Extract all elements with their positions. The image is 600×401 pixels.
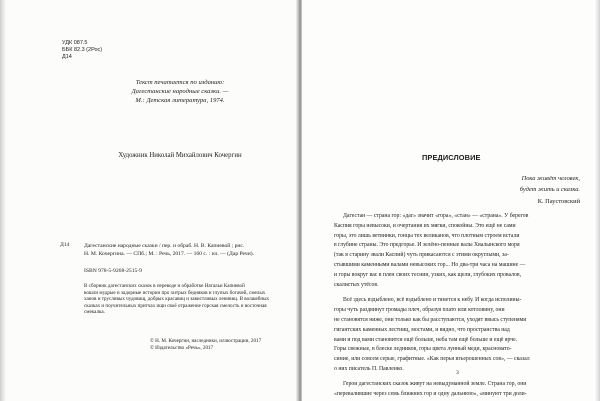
annotation-line: вошли мудрые и задорные истории про хитрых бедняков и глупых богачей, смелых xyxy=(84,289,266,296)
annotation-line: В сборник дагестанских сказок в переводе и обработке Натальи Капиевой xyxy=(84,283,245,289)
illustrator-credit: Художник Николай Михайлович Кочергин xyxy=(118,152,242,159)
left-page-edge xyxy=(0,0,6,401)
annotation-line: ханов и трусливых чудовищ, добрых красавиц и завистливых ленивиц. В волшебных xyxy=(84,296,270,303)
page-number: 3 xyxy=(456,370,459,376)
right-page xyxy=(302,0,600,401)
catalog-code: Д14 xyxy=(60,242,70,248)
copyright-line: © Н. М. Кочергин, наследники, иллюстрации, 2017 xyxy=(150,338,262,344)
catalog-record xyxy=(84,242,290,259)
catalog-line: Дагестанские народные сказки / пер. и обраб. Н. В. Капиевой ; рис. xyxy=(84,243,245,249)
body-line: гигантских каменных лестниц, мостами, и видно, что пространства над xyxy=(334,326,510,333)
left-page xyxy=(0,0,298,401)
epigraph xyxy=(488,174,580,195)
body-line: Всё здесь вздыблено, всё вздыблено и тянется к небу. И когда исполины- xyxy=(343,297,522,304)
body-line: и горы вокруг вас в плен своих теснин, узких, как щели, глубоких провалов, xyxy=(334,271,522,278)
book-annotation xyxy=(84,283,290,316)
body-line: Каспия горы невысоки, и очертания их мягки, спокойны. Это ещё не сами xyxy=(334,222,516,229)
source-note-line: М.: Детская литература, 1974. xyxy=(135,97,225,105)
body-line: синие, или совсем серые, графитные. «Как перья взъерошенных сов», — сказал xyxy=(334,356,530,363)
copyright-line: © Издательство «Речь», 2017 xyxy=(150,345,214,351)
body-line: (так в старину звали Каспий) чуть прикасаются с этими округлыми, за- xyxy=(334,252,509,259)
index-line: Д14 xyxy=(62,54,72,60)
body-line: о них писатель П. Павленко. xyxy=(334,365,404,372)
epigraph-author: К. Паустовский xyxy=(537,198,580,205)
body-line: Герои дагестанских сказок живут на невыдуманной земле. Страна гор, они xyxy=(343,381,527,387)
copyright-block xyxy=(150,338,261,352)
body-line: Горы свежные, в блеске ледников, горы цвета лунный меди, красновато- xyxy=(334,346,512,353)
body-line: горы, это лишь ветвинки, гонцы тех великанов, что плотным строем встали xyxy=(334,232,520,239)
catalog-line: Н. М. Кочергина. — СПб.; М. : Речь, 2017. — 160 с. : ил. — (Дар Речи). xyxy=(84,251,254,258)
source-edition-note xyxy=(100,78,260,106)
isbn: ISBN 978-5-9268-2515-9 xyxy=(84,268,142,274)
body-line: вами и под вами становится ещё больше, неба там ещё больше и ещё ярче. xyxy=(334,336,518,343)
preface-body xyxy=(334,212,582,381)
bbk-line: ББК 82.3 (2Рос) xyxy=(62,47,103,53)
preface-body-continued xyxy=(334,380,582,400)
body-line: скалистых утёсов. xyxy=(334,281,379,288)
annotation-line: смекалка. xyxy=(84,309,105,316)
right-page-edge xyxy=(595,0,600,401)
body-line: в глубине страны. Это предгорье. И зелёно-пенные валы Хвалынского моря xyxy=(334,242,520,249)
annotation-line: сказках и поучительных притчах ищи своё отражение горская смелость и восточная xyxy=(84,302,267,309)
body-line: «перевалившие через семь ближних гор и одну дальнюю», «минуют три доли- xyxy=(334,390,527,397)
chapter-title: ПРЕДИСЛОВИЕ xyxy=(422,153,481,162)
udk-block xyxy=(62,40,102,61)
udk-line: УДК 087.5 xyxy=(62,40,88,46)
epigraph-line: будет жить и сказка. xyxy=(519,185,580,193)
body-line: Дагестан — страна гор: «даг» значит «гора», «стан» — «страна». У берегов xyxy=(343,213,529,219)
body-line: горы чуть раздвинут громады плеч, образуя плато или котловину, они xyxy=(334,307,505,314)
body-line: стывшими каменными валами невысоких гор... Но два-три часа на машине — xyxy=(334,261,526,268)
source-note-line: Текст печатается по изданию: xyxy=(135,79,225,86)
source-note-line: Дагестанские народные сказки. — xyxy=(131,88,229,96)
epigraph-line: Пока живёт человек, xyxy=(521,175,580,182)
body-line: не становятся ниже, они только как бы расступаются, уходят ввысь ступенями xyxy=(334,316,527,323)
